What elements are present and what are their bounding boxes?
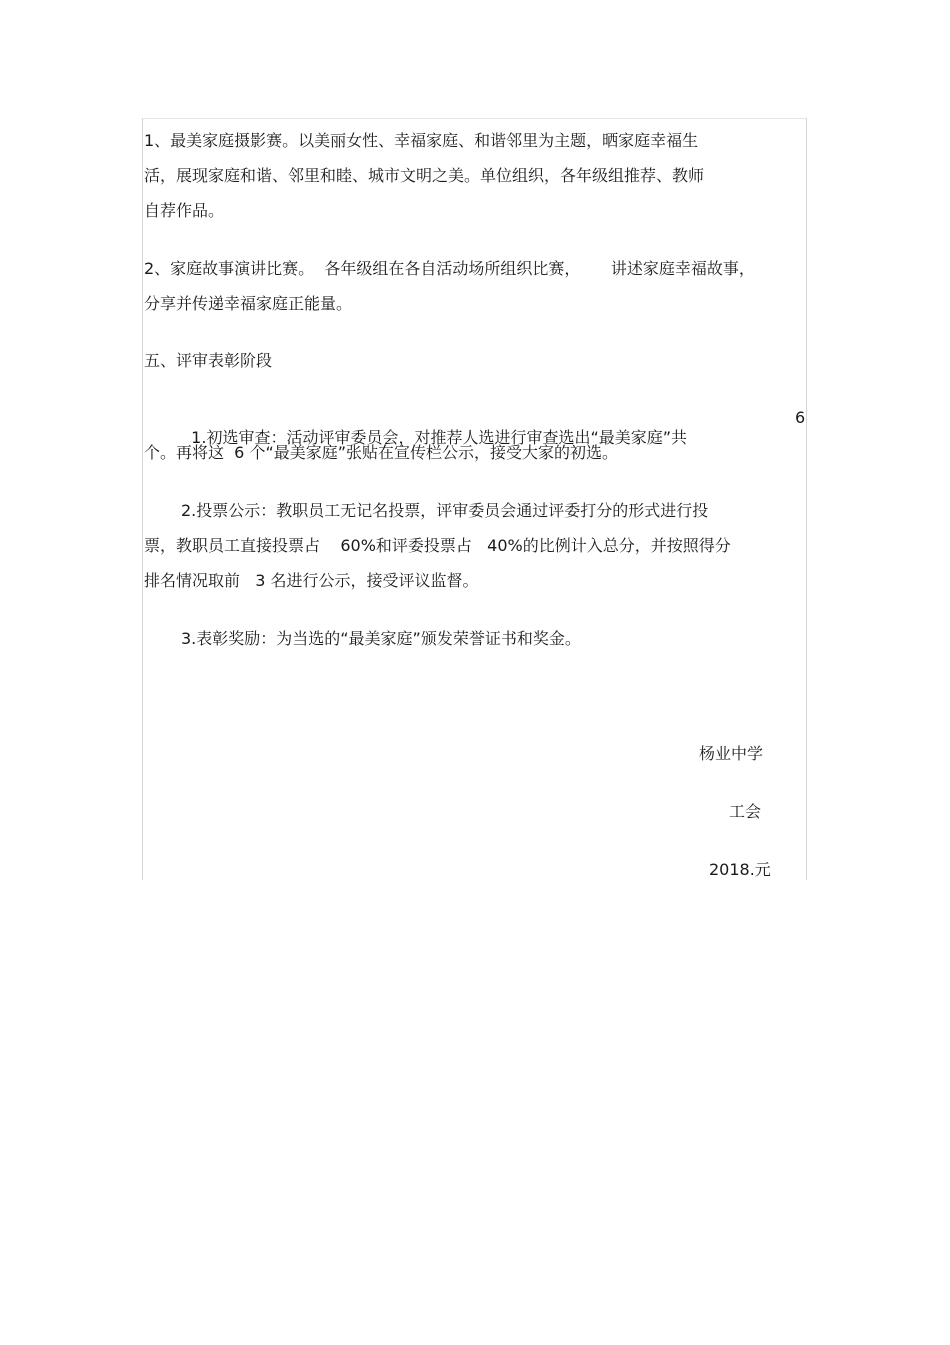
signature-union: 工会 bbox=[729, 802, 762, 821]
item1-line2: 活，展现家庭和谐、邻里和睦、城市文明之美。单位组织，各年级组推荐、教师 bbox=[144, 166, 705, 185]
item2-line1: 2、家庭故事演讲比赛。 各年级组在各自活动场所组织比赛， 讲述家庭幸福故事， bbox=[144, 259, 755, 278]
step2-line2: 票，教职员工直接投票占 60%和评委投票占 40%的比例计入总分，并按照得分 bbox=[144, 536, 731, 555]
step1-line1: 1.初选审查：活动评审委员会，对推荐人选进行审查选出“最美家庭”共 bbox=[191, 428, 688, 447]
signature-date: 2018.元 bbox=[709, 860, 771, 879]
item1-line1: 1、最美家庭摄影赛。以美丽女性、幸福家庭、和谐邻里为主题，晒家庭幸福生 bbox=[144, 131, 699, 150]
step2-line1: 2.投票公示：教职员工无记名投票，评审委员会通过评委打分的形式进行投 bbox=[181, 501, 709, 520]
section5-heading: 五、评审表彰阶段 bbox=[144, 351, 273, 370]
signature-school: 杨业中学 bbox=[699, 744, 764, 763]
step3-line1: 3.表彰奖励：为当选的“最美家庭”颁发荣誉证书和奖金。 bbox=[181, 629, 581, 648]
page-frame bbox=[142, 118, 807, 880]
step1-line1-end: 6 bbox=[795, 408, 806, 427]
item1-line3: 自荐作品。 bbox=[144, 201, 225, 220]
step2-line3: 排名情况取前 3 名进行公示，接受评议监督。 bbox=[144, 571, 479, 590]
item2-line2: 分享并传递幸福家庭正能量。 bbox=[144, 294, 353, 313]
step1-line2: 个。再将这 6 个“最美家庭”张贴在宣传栏公示，接受大家的初选。 bbox=[144, 443, 619, 462]
